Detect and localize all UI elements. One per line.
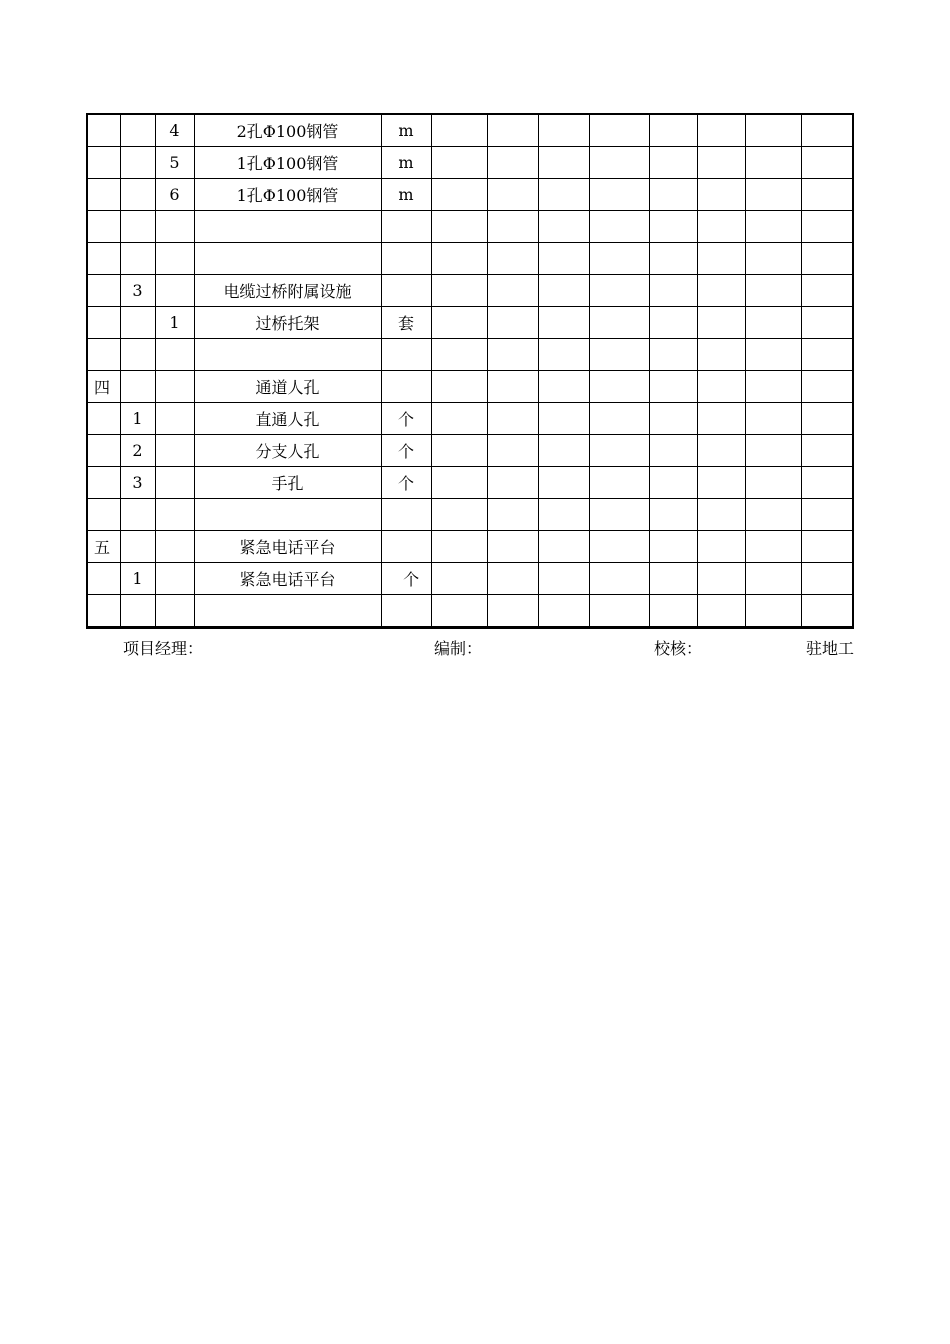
table-cell: [431, 211, 487, 243]
table-cell: [801, 371, 853, 403]
table-cell: [801, 499, 853, 531]
table-cell: [155, 403, 194, 435]
table-cell: [431, 147, 487, 179]
signature-footer: [0, 636, 950, 658]
table-cell: [589, 211, 649, 243]
table-cell: [194, 243, 381, 275]
table-cell: [745, 114, 801, 147]
table-cell: [697, 467, 745, 499]
table-cell: [87, 403, 120, 435]
table-cell: [120, 114, 155, 147]
table-cell: [697, 114, 745, 147]
table-row: [87, 595, 853, 628]
table-row: [87, 243, 853, 275]
table-cell: [649, 243, 697, 275]
table-cell: [538, 243, 589, 275]
table-cell: [487, 307, 538, 339]
table-cell: 电缆过桥附属设施: [194, 275, 381, 307]
table-cell: [589, 243, 649, 275]
table-cell: [538, 307, 589, 339]
table-row: [87, 371, 853, 403]
table-row: [87, 114, 853, 147]
table-cell: [697, 243, 745, 275]
table-cell: m: [381, 114, 431, 147]
table-cell: [745, 435, 801, 467]
table-cell: [745, 467, 801, 499]
table-cell: [431, 307, 487, 339]
table-cell: [431, 179, 487, 211]
table-cell: [697, 499, 745, 531]
table-cell: [120, 595, 155, 628]
table-cell: [155, 531, 194, 563]
table-cell: [381, 339, 431, 371]
table-cell: [538, 275, 589, 307]
table-cell: [649, 499, 697, 531]
table-cell: [87, 563, 120, 595]
table-cell: [745, 371, 801, 403]
table-row: [87, 339, 853, 371]
table-cell: [487, 467, 538, 499]
table-cell: [155, 467, 194, 499]
table-cell: 1孔Φ100钢管: [194, 147, 381, 179]
table-cell: [649, 563, 697, 595]
table-cell: [487, 403, 538, 435]
table-cell: [431, 114, 487, 147]
table-cell: 分支人孔: [194, 435, 381, 467]
table-cell: m: [381, 147, 431, 179]
table-cell: [697, 147, 745, 179]
table-cell: [381, 243, 431, 275]
table-cell: [745, 563, 801, 595]
table-cell: [487, 243, 538, 275]
table-cell: [697, 275, 745, 307]
table-cell: [697, 595, 745, 628]
table-cell: [431, 243, 487, 275]
table-cell: [87, 275, 120, 307]
table-cell: [801, 531, 853, 563]
table-cell: [194, 499, 381, 531]
table-cell: [155, 275, 194, 307]
table-cell: [589, 467, 649, 499]
table-cell: 紧急电话平台: [194, 563, 381, 595]
table-row: [87, 499, 853, 531]
table-row: [87, 563, 853, 595]
table-cell: 紧急电话平台: [194, 531, 381, 563]
table-cell: [538, 403, 589, 435]
table-cell: [120, 147, 155, 179]
checked-by-label: 校核：: [654, 639, 703, 658]
table-cell: [120, 339, 155, 371]
table-cell: [87, 339, 120, 371]
table-cell: [538, 467, 589, 499]
table-cell: [801, 243, 853, 275]
table-row: [87, 275, 853, 307]
table-cell: [87, 114, 120, 147]
table-cell: [649, 147, 697, 179]
table-cell: [431, 435, 487, 467]
table-cell: [431, 467, 487, 499]
table-cell: [431, 531, 487, 563]
table-cell: [381, 211, 431, 243]
table-cell: [87, 595, 120, 628]
table-cell: [381, 531, 431, 563]
table-cell: [431, 275, 487, 307]
table-cell: [487, 499, 538, 531]
table-cell: 通道人孔: [194, 371, 381, 403]
table-cell: [538, 339, 589, 371]
quantity-table: [86, 113, 854, 629]
table-cell: [697, 179, 745, 211]
table-cell: [487, 531, 538, 563]
table-cell: [649, 275, 697, 307]
table-cell: 个: [381, 435, 431, 467]
table-cell: 1: [120, 403, 155, 435]
table-cell: [87, 499, 120, 531]
table-cell: 个: [381, 563, 431, 595]
table-cell: [697, 211, 745, 243]
table-cell: [589, 147, 649, 179]
table-cell: [745, 339, 801, 371]
table-cell: [589, 339, 649, 371]
table-cell: [155, 435, 194, 467]
table-cell: [431, 595, 487, 628]
table-cell: [487, 275, 538, 307]
table-cell: [155, 499, 194, 531]
table-cell: [538, 435, 589, 467]
table-cell: 1孔Φ100钢管: [194, 179, 381, 211]
table-cell: 2: [120, 435, 155, 467]
table-cell: [487, 147, 538, 179]
table-cell: [697, 531, 745, 563]
table-cell: [120, 243, 155, 275]
table-cell: [649, 595, 697, 628]
table-cell: [155, 211, 194, 243]
table-cell: [431, 499, 487, 531]
table-cell: [120, 179, 155, 211]
table-cell: [120, 307, 155, 339]
table-cell: [155, 339, 194, 371]
table-cell: [431, 403, 487, 435]
table-cell: [745, 499, 801, 531]
table-cell: [87, 179, 120, 211]
table-cell: [649, 531, 697, 563]
table-cell: [589, 499, 649, 531]
table-cell: [487, 211, 538, 243]
table-row: [87, 147, 853, 179]
compiled-by-label: 编制：: [434, 639, 483, 658]
table-cell: [649, 371, 697, 403]
table-cell: [487, 371, 538, 403]
table-row: [87, 467, 853, 499]
table-cell: 个: [381, 467, 431, 499]
table-cell: [801, 307, 853, 339]
table-cell: [697, 435, 745, 467]
table-cell: 个: [381, 403, 431, 435]
table-cell: [589, 179, 649, 211]
table-cell: [538, 114, 589, 147]
table-cell: [87, 147, 120, 179]
table-cell: [801, 435, 853, 467]
table-cell: [801, 275, 853, 307]
table-cell: [589, 403, 649, 435]
table-cell: 3: [120, 467, 155, 499]
table-cell: [649, 114, 697, 147]
table-cell: 1: [155, 307, 194, 339]
table-row: [87, 531, 853, 563]
table-cell: [589, 275, 649, 307]
table-row: [87, 403, 853, 435]
table-cell: [487, 435, 538, 467]
table-cell: [745, 211, 801, 243]
table-cell: 直通人孔: [194, 403, 381, 435]
table-cell: [431, 339, 487, 371]
table-cell: [381, 275, 431, 307]
table-cell: [194, 595, 381, 628]
table-cell: [589, 531, 649, 563]
table-row: [87, 307, 853, 339]
table-cell: [589, 435, 649, 467]
table-cell: [745, 307, 801, 339]
table-cell: [87, 467, 120, 499]
table-cell: [801, 114, 853, 147]
project-manager-label: 项目经理：: [123, 639, 204, 658]
site-engineer-label: 驻地工: [806, 639, 855, 658]
table-cell: [649, 467, 697, 499]
table-cell: [745, 595, 801, 628]
table-cell: [155, 595, 194, 628]
table-cell: [487, 595, 538, 628]
table-cell: 2孔Φ100钢管: [194, 114, 381, 147]
table-cell: m: [381, 179, 431, 211]
table-cell: [87, 435, 120, 467]
table-cell: 手孔: [194, 467, 381, 499]
table-cell: [745, 275, 801, 307]
table-cell: [155, 371, 194, 403]
table-cell: [120, 499, 155, 531]
table-cell: [745, 179, 801, 211]
table-cell: 套: [381, 307, 431, 339]
table-cell: 4: [155, 114, 194, 147]
table-cell: [120, 371, 155, 403]
table-cell: [649, 403, 697, 435]
table-cell: [801, 563, 853, 595]
table-cell: 过桥托架: [194, 307, 381, 339]
table-cell: 5: [155, 147, 194, 179]
table-cell: [431, 563, 487, 595]
table-cell: [87, 211, 120, 243]
table-cell: [589, 371, 649, 403]
table-cell: [194, 339, 381, 371]
table-cell: [649, 211, 697, 243]
table-cell: [155, 563, 194, 595]
table-cell: [589, 595, 649, 628]
table-cell: [589, 563, 649, 595]
table-cell: [538, 499, 589, 531]
table-cell: 3: [120, 275, 155, 307]
table-cell: [120, 531, 155, 563]
table-cell: [487, 179, 538, 211]
table-cell: [697, 307, 745, 339]
table-cell: [801, 595, 853, 628]
table-cell: [801, 467, 853, 499]
table-cell: 五: [87, 531, 120, 563]
table-cell: [697, 371, 745, 403]
table-body: [87, 114, 853, 628]
table-cell: [381, 595, 431, 628]
table-row: [87, 179, 853, 211]
table-cell: [487, 339, 538, 371]
table-cell: [697, 339, 745, 371]
table-cell: [697, 403, 745, 435]
table-cell: [381, 371, 431, 403]
table-cell: [801, 403, 853, 435]
table-cell: [538, 563, 589, 595]
table-row: [87, 435, 853, 467]
table-cell: [745, 147, 801, 179]
table-cell: [649, 435, 697, 467]
table-cell: 四: [87, 371, 120, 403]
table-cell: [538, 371, 589, 403]
table-cell: [487, 114, 538, 147]
table-cell: [194, 211, 381, 243]
table-cell: [538, 595, 589, 628]
table-cell: [589, 114, 649, 147]
table-cell: [538, 211, 589, 243]
table-cell: [649, 179, 697, 211]
table-cell: [431, 371, 487, 403]
table-cell: [87, 243, 120, 275]
table-cell: [155, 243, 194, 275]
table-cell: [538, 179, 589, 211]
table-cell: [745, 403, 801, 435]
table-cell: [487, 563, 538, 595]
table-cell: [649, 339, 697, 371]
table-cell: [87, 307, 120, 339]
table-cell: [745, 531, 801, 563]
table-cell: [697, 563, 745, 595]
table-cell: [801, 179, 853, 211]
table-cell: [538, 147, 589, 179]
table-cell: 1: [120, 563, 155, 595]
table-cell: [538, 531, 589, 563]
table-cell: [801, 211, 853, 243]
table-row: [87, 211, 853, 243]
table-cell: [381, 499, 431, 531]
table-cell: [589, 307, 649, 339]
table-cell: [745, 243, 801, 275]
table-cell: [801, 339, 853, 371]
table-cell: [120, 211, 155, 243]
table-cell: [649, 307, 697, 339]
table-cell: 6: [155, 179, 194, 211]
table-cell: [801, 147, 853, 179]
